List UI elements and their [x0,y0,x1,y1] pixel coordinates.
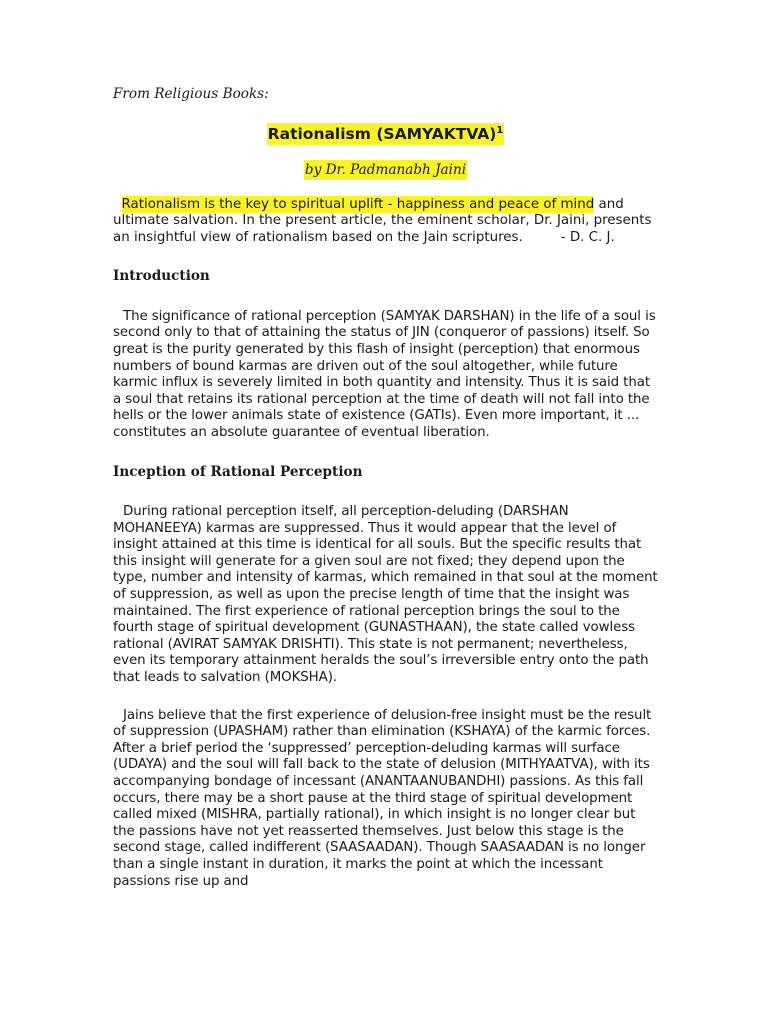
lead-highlight: Rationalism is the key to spiritual uplift - happiness and peace of mind [121,196,595,212]
lead-rest: and ultimate salvation. In the present article, the eminent scholar, Dr. Jaini, presents an insightful view of rationalism based on the Jain scriptures. [113,196,652,245]
body-paragraph: During rational perception itself, all perception-deluding (DARSHAN MOHANEEYA) karmas are suppressed. Thus it would appear that the level of insight attained at this time is identical for all souls. But the specific results that this insight will generate for a given soul are not fixed; they depend upon the type, number and intensity of karmas, which remained in that soul at the moment of suppression, as well as upon the precise length of time that the insight was maintained. The first experience of rational perception brings the soul to the fourth stage of spiritual development (GUNASTHAAN), the state called vowless rational (AVIRAT SAMYAK DRISHTI). This state is not permanent; nevertheless, even its temporary attainment heralds the soul’s irreversible entry onto the path that leads to salvation (MOKSHA). [113,504,658,686]
title-block [113,123,658,143]
source-label: From Religious Books: [113,86,269,102]
section-heading-introduction: Introduction [113,268,210,285]
title-footnote-marker: 1 [496,124,504,136]
document-title-highlight [267,123,505,145]
byline-block [113,162,658,179]
section-heading-inception: Inception of Rational Perception [113,463,363,480]
document-title: Rationalism (SAMYAKTVA) [267,124,497,143]
lead-paragraph [113,197,658,246]
body-paragraph: The significance of rational perception (SAMYAK DARSHAN) in the life of a soul is second only to that of attaining the status of JIN (conqueror of passions) itself. So great is the purity generated by this flash of insight (perception) that enormous numbers of bound karmas are driven out of the soul altogether, while future karmic influx is severely limited in both quantity and intensity. Thus it is said that a soul that retains its rational perception at the time of death will not fall into the hells or the lower animals state of existence (GATIs). Even more important, it ... constitutes an absolute guarantee of eventual liberation. [113,308,656,440]
lead-signature: - D. C. J. [560,229,615,245]
body-paragraph: Jains believe that the first experience of delusion-free insight must be the result of suppression (UPASHAM) rather than elimination (KSHAYA) of the karmic forces. After a brief period the ‘suppressed’ perception-deluding karmas will surface (UDAYA) and the soul will fall back to the state of delusion (MITHYAATVA), with its accompanying bondage of incessant (ANANTAANUBANDHI) passions. As this fall occurs, there may be a short pause at the third stage of spiritual development called mixed (MISHRA, partially rational), in which insight is no longer clear but the passions have not yet reasserted themselves. Just below this stage is the second stage, called indifferent (SAASAADAN). Though SAASAADAN is no longer than a single instant in duration, it marks the point at which the incessant passions rise up and [113,707,652,889]
byline: by Dr. Padmanabh Jaini [304,162,467,179]
document-page [113,86,658,890]
